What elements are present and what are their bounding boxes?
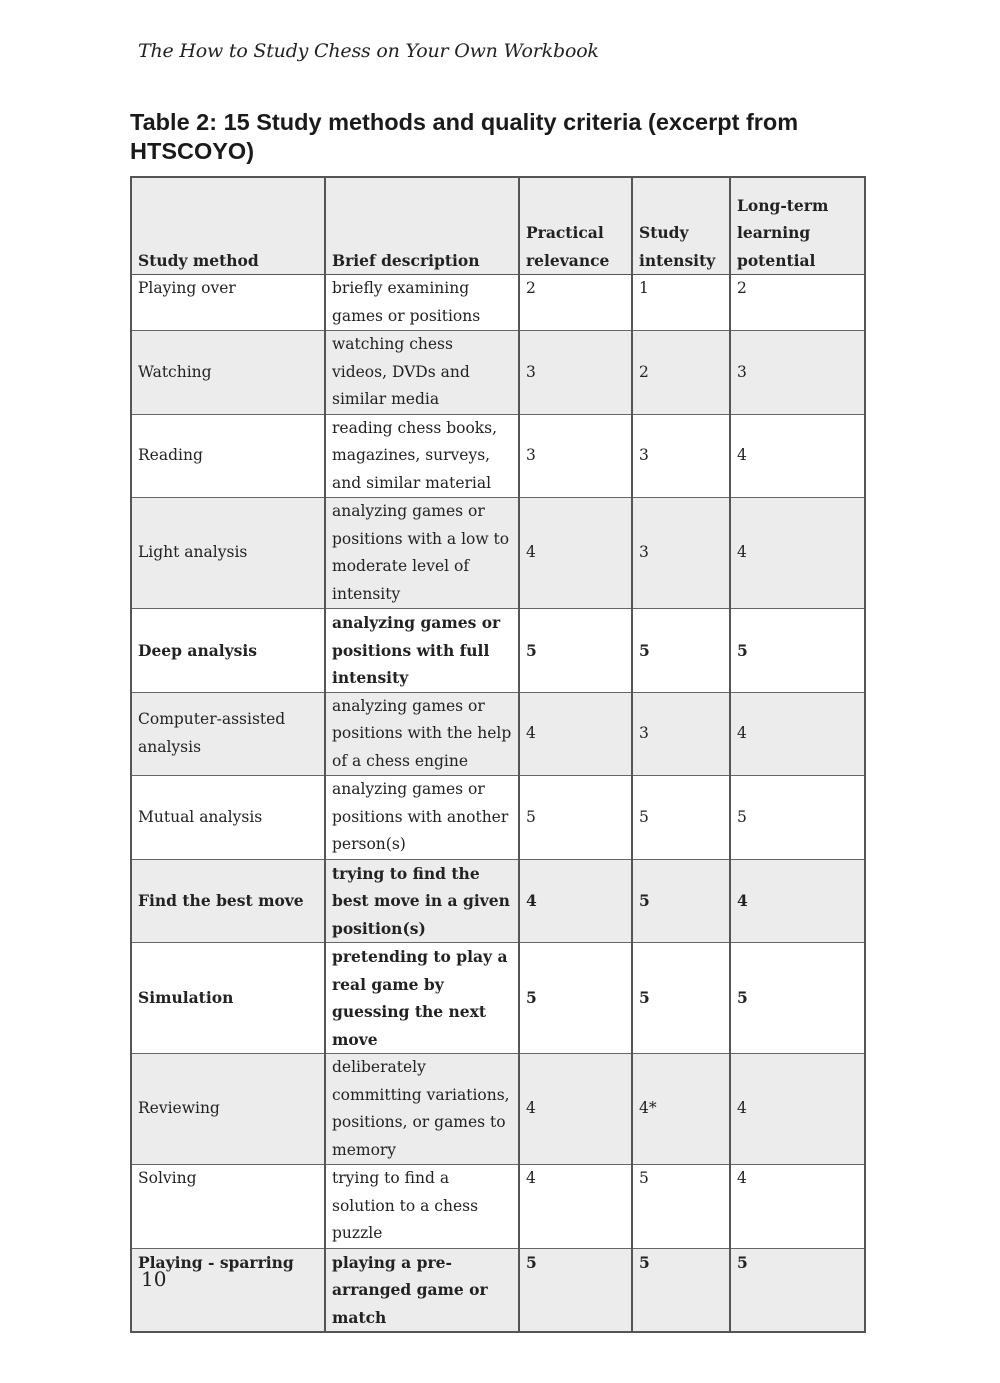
cell-long-term-learning-potential: 4 [730,1054,865,1165]
cell-practical-relevance: 3 [519,331,632,415]
table-row [131,609,865,693]
cell-practical-relevance: 4 [519,859,632,943]
cell-practical-relevance: 4 [519,1165,632,1249]
table-row [131,331,865,415]
cell-study-method: Solving [131,1165,325,1249]
cell-study-intensity: 5 [632,609,730,693]
cell-study-intensity: 4* [632,1054,730,1165]
header-brief-description: Brief description [325,177,519,275]
table-title: Table 2: 15 Study methods and quality criteria (excerpt from HTSCOYO) [130,109,799,164]
cell-long-term-learning-potential: 5 [730,609,865,693]
cell-practical-relevance: 5 [519,609,632,693]
cell-long-term-learning-potential: 4 [730,859,865,943]
cell-brief-description: analyzing games or positions with full intensity [325,609,519,693]
cell-study-method: Playing - sparring [131,1248,325,1332]
cell-practical-relevance: 2 [519,275,632,331]
cell-brief-description: reading chess books, magazines, surveys, and similar material [325,414,519,498]
table-row [131,1248,865,1332]
cell-study-method: Computer-assisted analysis [131,692,325,776]
cell-long-term-learning-potential: 4 [730,414,865,498]
cell-brief-description: deliberately committing variations, positions, or games to memory [325,1054,519,1165]
cell-long-term-learning-potential: 4 [730,1165,865,1249]
cell-study-intensity: 5 [632,859,730,943]
cell-brief-description: trying to find a solution to a chess puzzle [325,1165,519,1249]
cell-long-term-learning-potential: 2 [730,275,865,331]
cell-brief-description: analyzing games or positions with another person(s) [325,776,519,860]
cell-study-intensity: 1 [632,275,730,331]
cell-long-term-learning-potential: 5 [730,1248,865,1332]
cell-study-intensity: 5 [632,1165,730,1249]
cell-study-intensity: 2 [632,331,730,415]
cell-study-intensity: 5 [632,776,730,860]
cell-practical-relevance: 3 [519,414,632,498]
cell-study-intensity: 3 [632,692,730,776]
cell-study-method: Simulation [131,943,325,1054]
cell-study-method: Playing over [131,275,325,331]
cell-brief-description: playing a pre-arranged game or match [325,1248,519,1332]
cell-practical-relevance: 4 [519,1054,632,1165]
cell-practical-relevance: 5 [519,776,632,860]
cell-study-method: Reading [131,414,325,498]
cell-practical-relevance: 4 [519,498,632,609]
table-header-row [131,177,865,275]
cell-study-method: Deep analysis [131,609,325,693]
header-study-method: Study method [131,177,325,275]
cell-long-term-learning-potential: 4 [730,692,865,776]
cell-long-term-learning-potential: 5 [730,776,865,860]
table-row [131,414,865,498]
cell-study-method: Light analysis [131,498,325,609]
cell-study-intensity: 5 [632,1248,730,1332]
page-number: 10 [141,1267,167,1291]
cell-study-intensity: 3 [632,414,730,498]
cell-brief-description: watching chess videos, DVDs and similar media [325,331,519,415]
cell-practical-relevance: 5 [519,943,632,1054]
header-study-intensity: Study intensity [632,177,730,275]
table-row [131,1054,865,1165]
cell-brief-description: pretending to play a real game by guessing the next move [325,943,519,1054]
table-row [131,498,865,609]
cell-study-intensity: 5 [632,943,730,1054]
table-body [131,275,865,1333]
table-row [131,1165,865,1249]
cell-study-method: Mutual analysis [131,776,325,860]
cell-study-method: Find the best move [131,859,325,943]
table-row [131,776,865,860]
cell-study-intensity: 3 [632,498,730,609]
cell-brief-description: trying to find the best move in a given position(s) [325,859,519,943]
table-row [131,859,865,943]
cell-brief-description: briefly examining games or positions [325,275,519,331]
cell-brief-description: analyzing games or positions with a low to moderate level of intensity [325,498,519,609]
table-row [131,275,865,331]
cell-practical-relevance: 5 [519,1248,632,1332]
cell-practical-relevance: 4 [519,692,632,776]
cell-brief-description: analyzing games or positions with the help of a chess engine [325,692,519,776]
cell-long-term-learning-potential: 5 [730,943,865,1054]
header-practical-relevance: Practical relevance [519,177,632,275]
cell-long-term-learning-potential: 4 [730,498,865,609]
cell-study-method: Watching [131,331,325,415]
table-row [131,692,865,776]
study-methods-table [130,176,866,1333]
running-header: The How to Study Chess on Your Own Workbook [138,40,599,62]
table-row [131,943,865,1054]
cell-long-term-learning-potential: 3 [730,331,865,415]
study-methods-table-container [130,176,866,1333]
cell-study-method: Reviewing [131,1054,325,1165]
header-long-term-learning-potential: Long-term learning potential [730,177,865,275]
